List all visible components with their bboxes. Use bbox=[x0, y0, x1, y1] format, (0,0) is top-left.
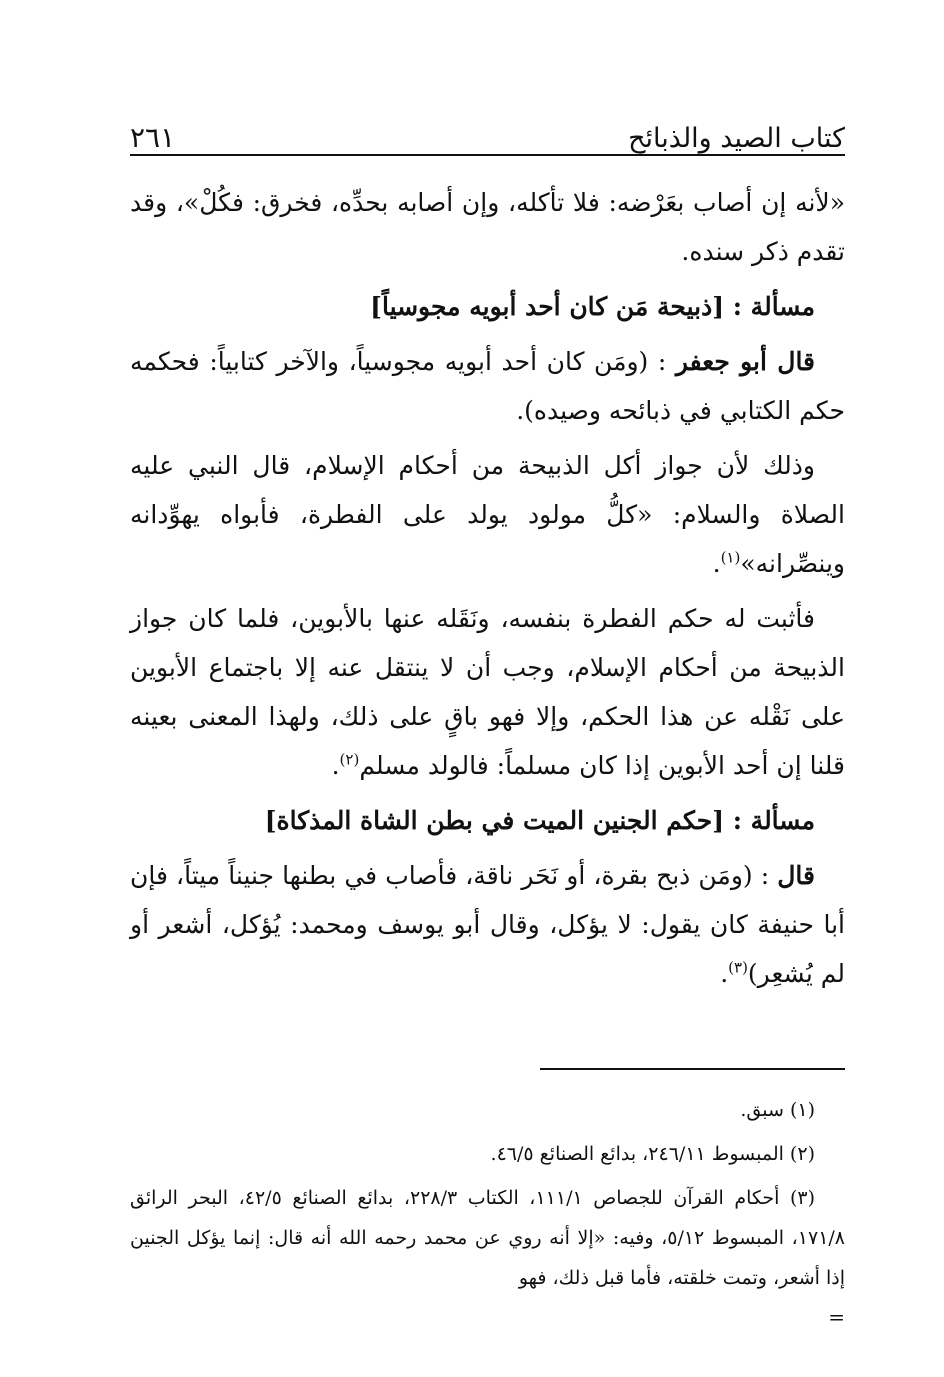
paragraph-4-text: فأثبت له حكم الفطرة بنفسه، ونَقَله عنها بالأبوين، فلما كان جواز الذبيحة من أحكام الإسلام، وجب أن لا ينتقل عنه إلا باجتماع الأبوين على نَقْله عن هذا الحكم، وإلا فهو باقٍ على ذلك، ولهذا المعنى بعينه قلنا إن أحد الأبوين إذا كان مسلماً: فالولد مسلم bbox=[130, 604, 845, 780]
footnote-1: (١) سبق. bbox=[740, 1099, 815, 1121]
paragraph-5-end: . bbox=[720, 959, 729, 988]
paragraph-3 bbox=[130, 441, 845, 588]
paragraph-3-text: وذلك لأن جواز أكل الذبيحة من أحكام الإسلام، قال النبي عليه الصلاة والسلام: «كلُّ مولود يولد على الفطرة، فأبواه يهوِّدانه وينصِّرانه» bbox=[130, 451, 845, 578]
paragraph-2 bbox=[130, 337, 845, 435]
speaker-name: قال أبو جعفر bbox=[675, 347, 816, 376]
body-text bbox=[130, 178, 845, 998]
footnote-ref-3: (٣) bbox=[728, 958, 748, 977]
footnote-3: (٣) أحكام القرآن للجصاص ١١١/١، الكتاب ٢٢٨/٣، بدائع الصنائع ٤٢/٥، البحر الرائق ١٧١/٨، المبسوط ٥/١٢، وفيه: «إلا أنه روي عن محمد رحمه الله أنه قال: إنما يؤكل الجنين إذا أشعر، وتمت خلقته، فأما قبل ذلك، فهو bbox=[130, 1187, 846, 1289]
running-header bbox=[130, 110, 845, 156]
paragraph-3-end: . bbox=[712, 549, 721, 578]
paragraph-5 bbox=[130, 851, 845, 998]
paragraph-2-text: : (ومَن كان أحد أبويه مجوسياً، والآخر كتابياً: فحكمه حكم الكتابي في ذبائحه وصيده). bbox=[130, 347, 845, 425]
footnote-ref-1: (١) bbox=[720, 548, 741, 567]
paragraph-1: «لأنه إن أصاب بعَرْضه: فلا تأكله، وإن أصابه بحدِّه، فخرق: فكُلْ»، وقد تقدم ذكر سنده. bbox=[130, 188, 845, 266]
paragraph-4 bbox=[130, 594, 845, 790]
footnote-2: (٢) المبسوط ٢٤٦/١١، بدائع الصنائع ٤٦/٥. bbox=[490, 1143, 815, 1165]
page bbox=[130, 110, 845, 1336]
speaker-name-2: قال bbox=[777, 861, 815, 890]
paragraph-4-end: . bbox=[331, 751, 340, 780]
header-title: كتاب الصيد والذبائح bbox=[628, 123, 845, 154]
issue-heading-2: مسألة : [حكم الجنين الميت في بطن الشاة المذكاة] bbox=[264, 806, 815, 835]
page-number: ٢٦١ bbox=[130, 121, 176, 154]
footnote-ref-2: (٢) bbox=[339, 750, 360, 769]
issue-heading-1: مسألة : [ذبيحة مَن كان أحد أبويه مجوسياً] bbox=[370, 292, 815, 321]
footnotes bbox=[130, 1090, 845, 1332]
paragraph-5-text: : (ومَن ذبح بقرة، أو نَحَر ناقة، فأصاب في بطنها جنيناً ميتاً، فإن أبا حنيفة كان يقول: لا يؤكل، وقال أبو يوسف ومحمد: يُؤكل، أشعر أو لم يُشعِر) bbox=[130, 861, 845, 988]
footnote-divider bbox=[540, 1068, 845, 1070]
continuation-mark: = bbox=[828, 1305, 845, 1329]
